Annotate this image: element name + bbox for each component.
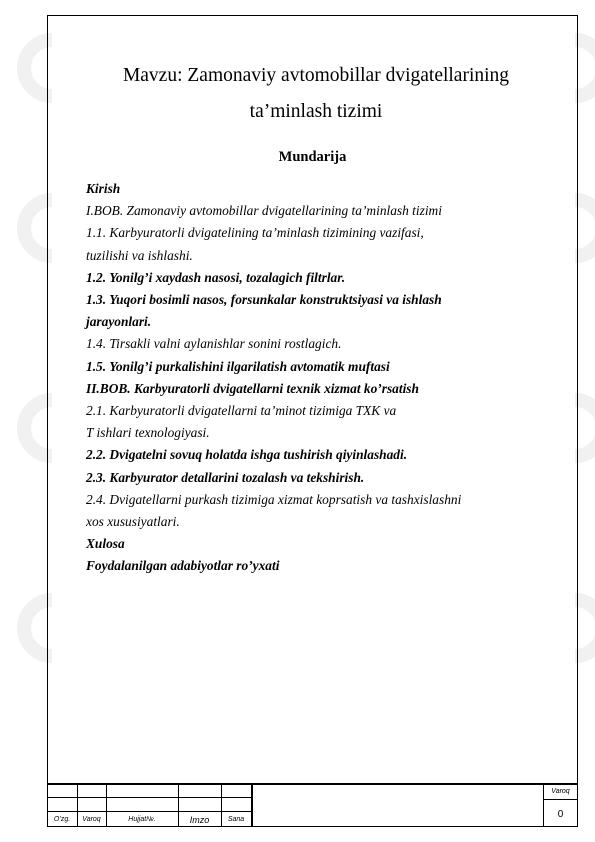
page-number: 0 <box>557 809 564 820</box>
toc-line: 2.3. Karbyurator detallarini tozalash va tekshirish. <box>86 469 365 485</box>
toc-line: 1.2. Yonilg’i xaydash nasosi, tozalagich filtrlar. <box>86 269 346 285</box>
toc-line: 1.3. Yuqori bosimli nasos, forsunkalar konstruktsiyasi va ishlash <box>86 292 442 308</box>
stamp-sana-label: Sana <box>227 816 245 823</box>
stamp-ozg-label: O’zg. <box>53 816 71 823</box>
title-block <box>47 783 578 827</box>
stamp-imzo-label: Imzo <box>189 815 210 825</box>
toc-line: Xulosa <box>86 536 125 552</box>
toc-line: T ishlari texnologiyasi. <box>86 425 210 441</box>
toc-line: Kirish <box>86 181 121 196</box>
toc-line: 2.1. Karbyuratorli dvigatellarni ta’minot tizimiga TXK va <box>86 403 397 419</box>
stamp-varoq-right-label: Varoq <box>551 788 570 795</box>
stamp-varoq-label: Varoq <box>82 816 101 823</box>
stamp-line <box>251 783 253 827</box>
toc-line: 1.4. Tirsakli valni aylanishlar sonini rostlagich. <box>86 336 342 352</box>
title-line-2: ta’minlash tizimi <box>249 101 383 122</box>
toc-line: 1.1. Karbyuratorli dvigatelining ta’minlash tizimining vazifasi, <box>86 225 424 241</box>
document-title <box>96 58 536 130</box>
stamp-line <box>543 799 578 800</box>
toc-line: tuzilishi va ishlashi. <box>86 247 193 263</box>
toc-line: jarayonlari. <box>86 314 152 330</box>
table-of-contents <box>86 178 556 578</box>
contents-heading: Mundarija <box>278 149 347 165</box>
toc-line: 2.4. Dvigatellarni purkash tizimiga xizmat koprsatish va tashxislashni <box>86 491 462 507</box>
stamp-hujjat-label: Hujjat№. <box>128 816 156 823</box>
title-line-1: Mavzu: Zamonaviy avtomobillar dvigatellarining <box>122 65 510 86</box>
toc-line: 2.2. Dvigatelni sovuq holatda ishga tushirish qiyinlashadi. <box>86 447 408 463</box>
toc-line: I.BOB. Zamonaviy avtomobillar dvigatellarining ta’minlash tizimi <box>86 203 442 219</box>
toc-line: Foydalanilgan adabiyotlar ro’yxati <box>86 558 280 574</box>
toc-line: II.BOB. Karbyuratorli dvigatellarni texnik xizmat ko’rsatish <box>86 380 419 396</box>
stamp-line <box>47 783 578 785</box>
toc-line: 1.5. Yonilg’i purkalishini ilgarilatish avtomatik muftasi <box>86 358 390 374</box>
toc-line: xos xususiyatlari. <box>86 514 180 530</box>
